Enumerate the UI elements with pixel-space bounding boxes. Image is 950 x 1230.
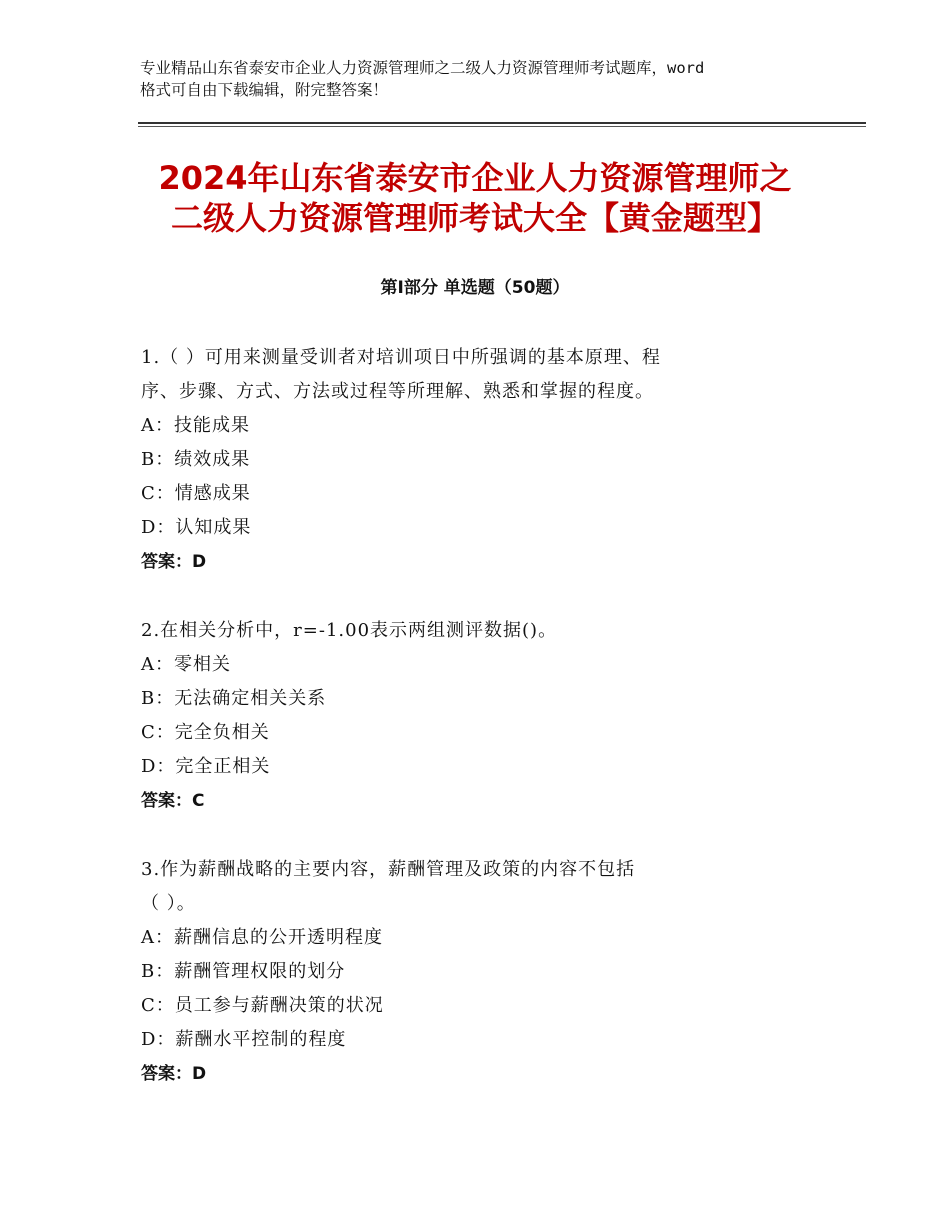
question-item	[141, 853, 841, 1091]
question-item	[141, 614, 841, 818]
question-stem: 2.在相关分析中，r=-1.00表示两组测评数据()。	[141, 620, 558, 641]
document-title-line: 二级人力资源管理师考试大全【黄金题型】	[170, 199, 779, 237]
question-item	[141, 341, 841, 579]
option-c: C：员工参与薪酬决策的状况	[141, 995, 384, 1016]
question-stem: （ ）。	[141, 893, 196, 914]
document-title-line: 2024年山东省泰安市企业人力资源管理师之	[158, 159, 792, 197]
answer-text: 答案：C	[141, 791, 205, 811]
header-note	[140, 57, 840, 101]
question-stem: 1.（ ）可用来测量受训者对培训项日中所强调的基本原理、程	[141, 347, 661, 368]
option-a: A：零相关	[141, 654, 231, 675]
option-b: B：薪酬管理权限的划分	[141, 961, 346, 982]
option-d: D：薪酬水平控制的程度	[141, 1029, 347, 1050]
document-title	[100, 158, 850, 238]
header-divider	[138, 126, 866, 127]
header-note-line: 专业精品山东省泰安市企业人力资源管理师之二级人力资源管理师考试题库，word	[140, 59, 705, 77]
option-a: A：技能成果	[141, 415, 250, 436]
answer-text: 答案：D	[141, 1064, 207, 1084]
option-c: C：情感成果	[141, 483, 251, 504]
header-note-line: 格式可自由下载编辑，附完整答案！	[140, 81, 389, 99]
answer-text: 答案：D	[141, 552, 207, 572]
option-a: A：薪酬信息的公开透明程度	[141, 927, 383, 948]
option-b: B：无法确定相关关系	[141, 688, 327, 709]
option-d: D：完全正相关	[141, 756, 271, 777]
option-b: B：绩效成果	[141, 449, 251, 470]
option-c: C：完全负相关	[141, 722, 270, 743]
header-divider	[138, 122, 866, 124]
section-title: 第Ⅰ部分 单选题（50题）	[380, 278, 570, 298]
question-stem: 序、步骤、方式、方法或过程等所理解、熟悉和掌握的程度。	[141, 381, 654, 402]
option-d: D：认知成果	[141, 517, 252, 538]
question-stem: 3.作为薪酬战略的主要内容，薪酬管理及政策的内容不包括	[141, 859, 636, 880]
